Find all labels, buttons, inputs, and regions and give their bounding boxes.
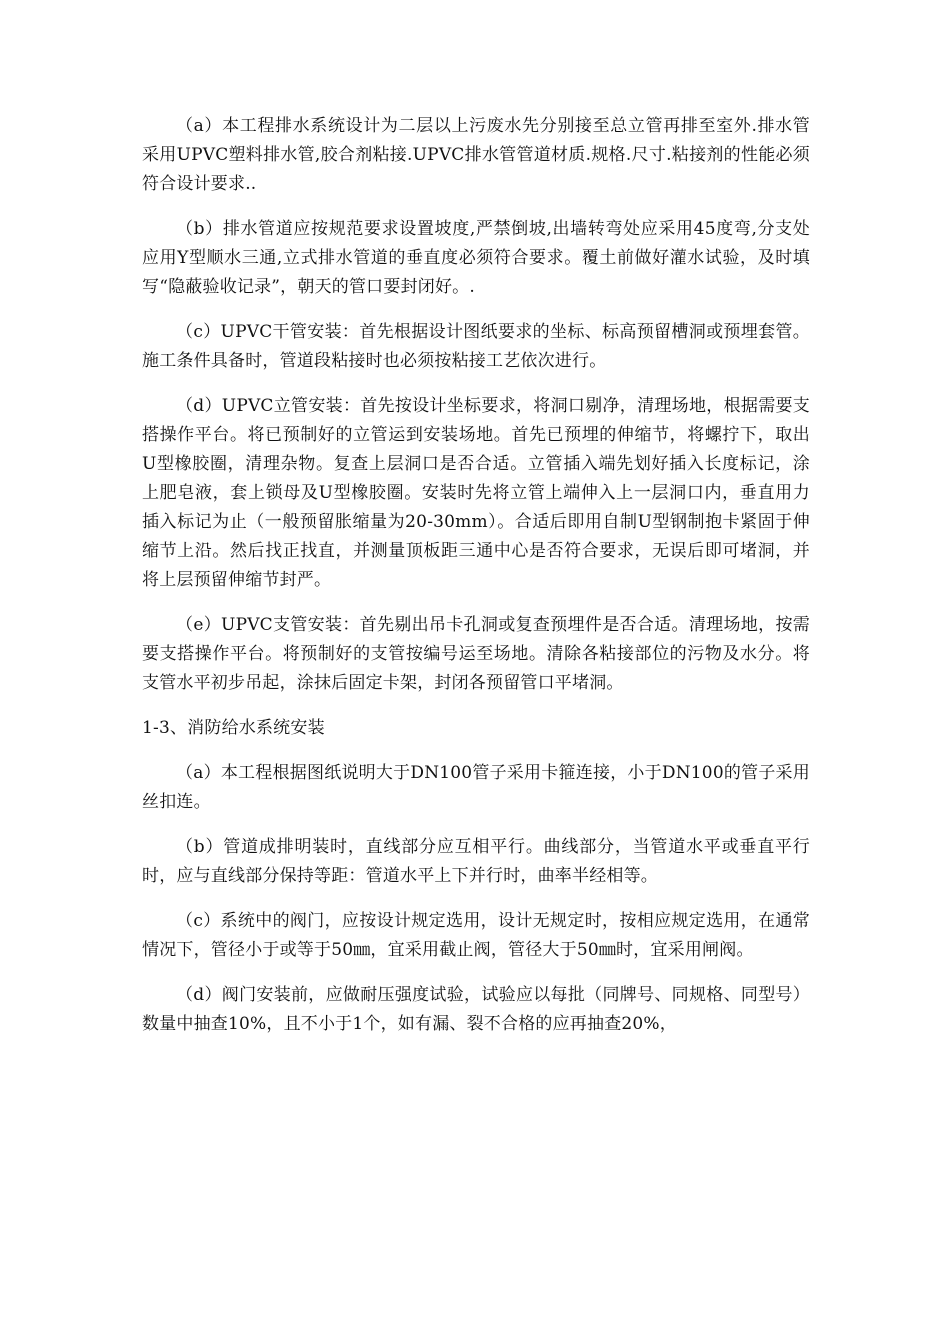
paragraph-fire-c: （c）系统中的阀门，应按设计规定选用，设计无规定时，按相应规定选用，在通常情况下，管径小于或等于50㎜，宜采用截止阀，管径大于50㎜时，宜采用闸阀。 (142, 911, 810, 960)
paragraph-fire-d: （d）阀门安装前，应做耐压强度试验，试验应以每批（同牌号、同规格、同型号）数量中抽查10%，且不小于1个，如有漏、裂不合格的应再抽查20%， (142, 985, 810, 1034)
paragraph-fire-a: （a）本工程根据图纸说明大于DN100管子采用卡箍连接，小于DN100的管子采用丝扣连。 (142, 763, 810, 812)
paragraph-drainage-a: （a）本工程排水系统设计为二层以上污废水先分别接至总立管再排至室外.排水管采用UPVC塑料排水管,胶合剂粘接.UPVC排水管管道材质.规格.尺寸.粘接剂的性能必须符合设计要求.. (142, 116, 810, 194)
document-body (142, 112, 810, 1055)
paragraph-drainage-b: （b）排水管道应按规范要求设置坡度,严禁倒坡,出墙转弯处应采用45度弯,分支处应用Y型顺水三通,立式排水管道的垂直度必须符合要求。覆土前做好灌水试验，及时填写“隐蔽验收记录”，朝天的管口要封闭好。. (142, 219, 810, 297)
paragraph-drainage-e: （e）UPVC支管安装：首先剔出吊卡孔洞或复查预埋件是否合适。清理场地，按需要支搭操作平台。将预制好的支管按编号运至场地。清除各粘接部位的污物及水分。将支管水平初步吊起，涂抹后固定卡架，封闭各预留管口平堵洞。 (142, 615, 810, 693)
section-heading: 1-3、消防给水系统安装 (142, 718, 325, 738)
paragraph-drainage-c: （c）UPVC干管安装：首先根据设计图纸要求的坐标、标高预留槽洞或预埋套管。施工条件具备时，管道段粘接时也必须按粘接工艺依次进行。 (142, 322, 810, 371)
paragraph-drainage-d: （d）UPVC立管安装：首先按设计坐标要求，将洞口剔净，清理场地，根据需要支搭操作平台。将已预制好的立管运到安装场地。首先已预埋的伸缩节，将螺拧下，取出U型橡胶圈，清理杂物。复查上层洞口是否合适。立管插入端先划好插入长度标记，涂上肥皂液，套上锁母及U型橡胶圈。安装时先将立管上端伸入上一层洞口内，垂直用力插入标记为止（一般预留胀缩量为20-30mm）。合适后即用自制U型钢制抱卡紧固于伸缩节上沿。然后找正找直，并测量顶板距三通中心是否符合要求，无误后即可堵洞，并将上层预留伸缩节封严。 (142, 396, 810, 590)
paragraph-fire-b: （b）管道成排明装时，直线部分应互相平行。曲线部分，当管道水平或垂直平行时，应与直线部分保持等距：管道水平上下并行时，曲率半经相等。 (142, 837, 810, 886)
